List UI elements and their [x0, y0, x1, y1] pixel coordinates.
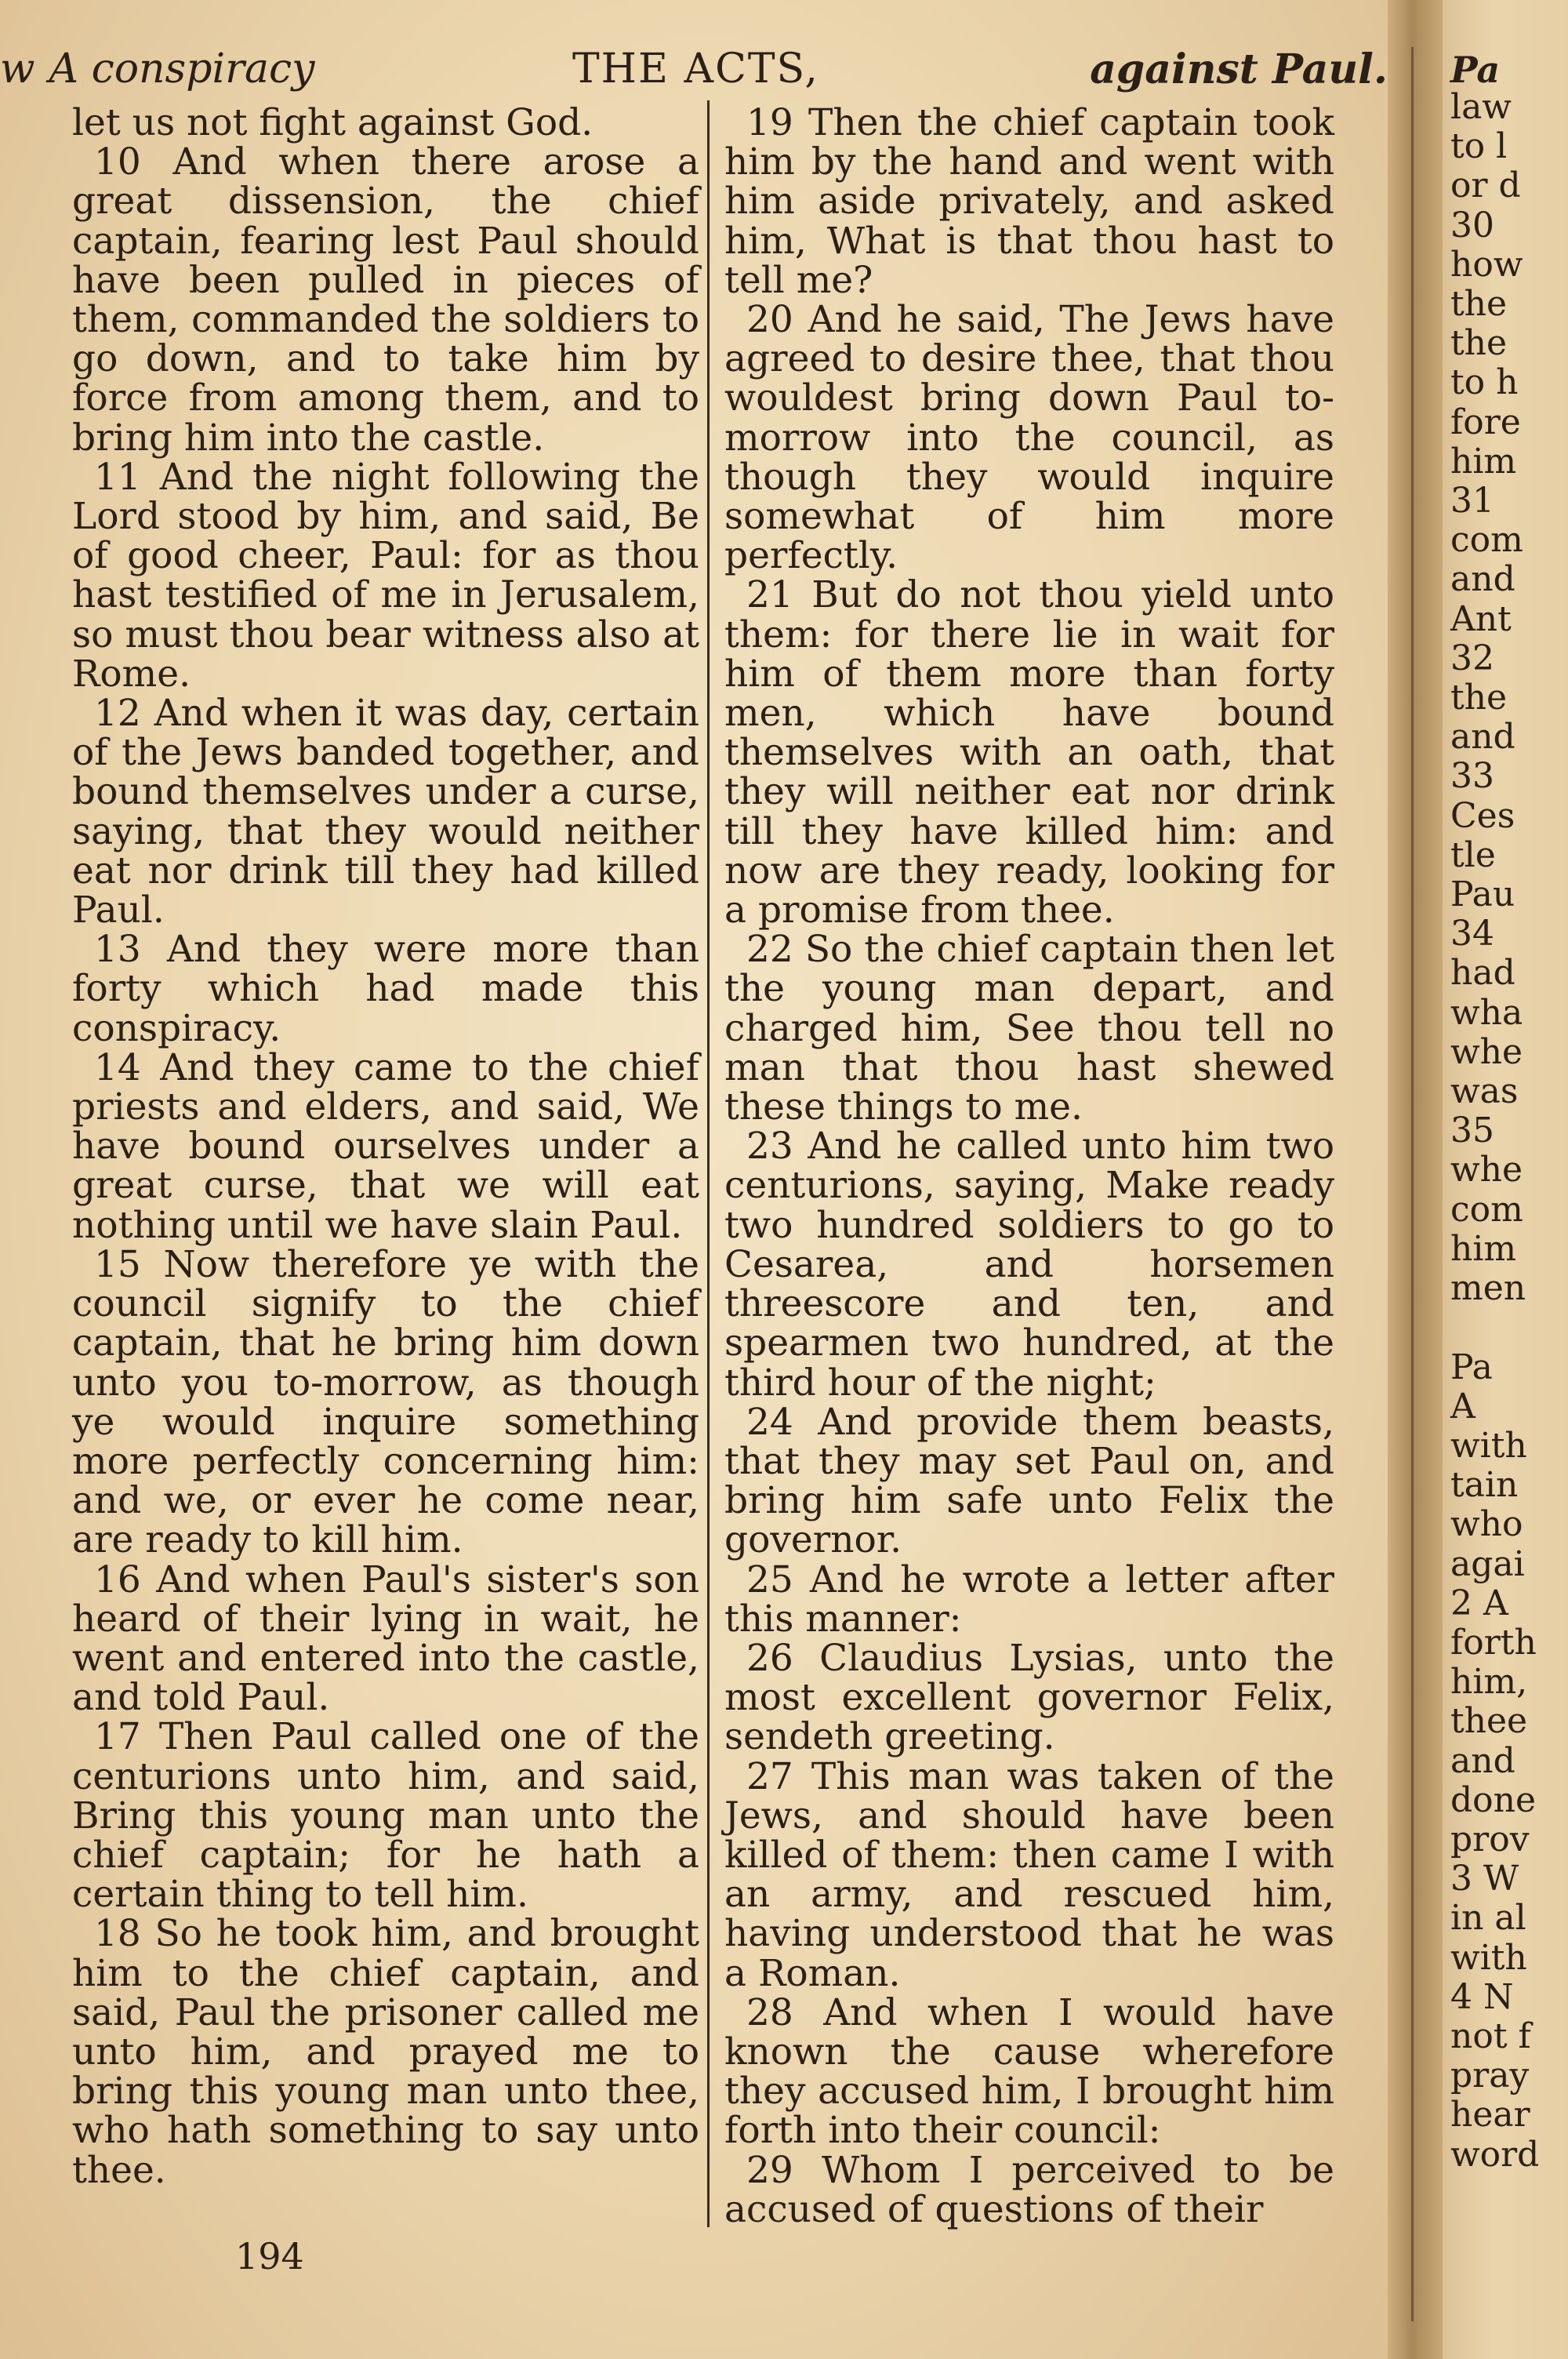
next-page-line: and: [1450, 1740, 1515, 1781]
verse-28: 28 And when I would have known the cause wherefore they accused him, I brought him forth into their council:: [724, 1990, 1334, 2153]
next-page-line: to l: [1450, 126, 1508, 167]
next-page-line: 3 W: [1450, 1859, 1519, 1899]
next-page-line: A: [1450, 1386, 1475, 1427]
next-page-line: Pa: [1450, 1347, 1493, 1387]
header-margin-mark: w: [0, 45, 35, 93]
next-page-line: tle: [1450, 834, 1496, 875]
next-page-line: com: [1450, 1189, 1523, 1230]
next-page-line: done: [1450, 1779, 1537, 1820]
next-page-line: Ant: [1450, 598, 1512, 639]
next-page-line: 4 N: [1450, 1976, 1514, 2017]
next-page-line: prov: [1450, 1819, 1530, 1859]
verse-13: 13 And they were more than forty which had made this conspiracy.: [72, 928, 699, 1050]
book-gutter: [1388, 0, 1443, 2359]
next-page-line: fore: [1450, 402, 1521, 442]
next-page-line: hear: [1450, 2095, 1530, 2135]
verse-25: 25 And he wrote a letter after this manner:: [724, 1558, 1334, 1641]
next-page-line: [1443, 1308, 1568, 1347]
verse-14: 14 And they came to the chief priests and elders, and said, We have bound ourselves under a great curse, that we will eat nothing until we have slain Paul.: [72, 1045, 699, 1247]
page-number: 194: [235, 2235, 304, 2277]
next-page-line: was: [1450, 1071, 1519, 1112]
verse-17: 17 Then Paul called one of the centurions unto him, and said, Bring this young man unto the chief captain; for he hath a certain thing to tell him.: [72, 1715, 699, 1917]
next-page-line: 34: [1450, 914, 1494, 954]
next-page-header: Pa: [1450, 49, 1501, 91]
left-column: [72, 101, 699, 2192]
next-page-line: Pau: [1450, 874, 1515, 915]
next-page-line: how: [1450, 244, 1523, 285]
next-page-line: 30: [1450, 205, 1494, 245]
verse-22: 22 So the chief captain then let the young man depart, and charged him, See thou tell no man that thou hast shewed these things to me.: [724, 928, 1334, 1129]
next-page-line: tain: [1450, 1465, 1519, 1506]
next-page-line: com: [1450, 520, 1523, 561]
verse-24: 24 And provide them beasts, that they may set Paul on, and bring him safe unto Felix the governor.: [724, 1400, 1334, 1562]
verse-16: 16 And when Paul's sister's son heard of their lying in wait, he went and entered into the castle, and told Paul.: [72, 1558, 699, 1720]
verse-27: 27 This man was taken of the Jews, and should have been killed of them: then came I with an army, and rescued him, having understood that he was a Roman.: [724, 1754, 1334, 1995]
next-page-line: law: [1450, 87, 1512, 127]
next-page-line: Ces: [1450, 795, 1515, 836]
next-page-line: with: [1450, 1937, 1527, 1978]
next-page-line: pray: [1450, 2055, 1530, 2096]
next-page-line: 31: [1450, 481, 1494, 522]
next-page-edge: [1443, 0, 1568, 2359]
verse-12: 12 And when it was day, certain of the Jews banded together, and bound themselves under a curse, saying, that they would neither eat nor drink till they had killed Paul.: [72, 692, 699, 932]
verse-23: 23 And he called unto him two centurions, saying, Make ready two hundred soldiers to go to Cesarea, and horsemen threescore and ten, and spearmen two hundred, at the third hour of the night;: [724, 1125, 1334, 1405]
next-page-border: [1411, 47, 1414, 2321]
next-page-line: 2 A: [1450, 1583, 1508, 1623]
next-page-line: 32: [1450, 638, 1494, 678]
next-page-line: and: [1450, 717, 1515, 758]
verse-15: 15 Now therefore ye with the council signify to the chief captain, that he bring him down unto you to-morrow, as though ye would inquire something more perfectly concerning him: and we, or ever he come near, are ready to kill him.: [72, 1242, 699, 1562]
next-page-line: 35: [1450, 1110, 1494, 1151]
verse-26: 26 Claudius Lysias, unto the most excellent governor Felix, sendeth greeting.: [724, 1636, 1334, 1759]
next-page-line: him: [1450, 441, 1517, 482]
next-page-line: the: [1450, 678, 1508, 718]
next-page-line: wha: [1450, 992, 1523, 1033]
running-header-right: against Paul.: [1090, 45, 1388, 93]
header-left-text: A conspiracy: [49, 45, 315, 93]
next-page-line: whe: [1450, 1031, 1523, 1072]
column-divider: [707, 100, 710, 2227]
next-page-line: had: [1450, 953, 1515, 994]
next-page-line: thee: [1450, 1701, 1528, 1742]
next-page-lines: [1443, 88, 1568, 2175]
verse-18: 18 So he took him, and brought him to the chief captain, and said, Paul the prisoner called me unto him, and prayed me to bring this young man unto thee, who hath something to say unto thee.: [72, 1912, 699, 2192]
next-page-line: or d: [1450, 165, 1521, 206]
verse-11: 11 And the night following the Lord stood by him, and said, Be of good cheer, Paul: for as thou hast testified of me in Jerusalem, so must thou bear witness also at Rome.: [72, 455, 699, 696]
next-page-line: forth: [1450, 1622, 1537, 1663]
next-page-line: him: [1450, 1228, 1517, 1269]
verse-21: 21 But do not thou yield unto them: for there lie in wait for him of them more than forty men, which have bound themselves with an oath, that they will neither eat nor drink till they have killed him: and now are they ready, looking for a promise from thee.: [724, 573, 1334, 932]
next-page-line: whe: [1450, 1150, 1523, 1190]
next-page-line: agai: [1450, 1543, 1525, 1584]
next-page-line: to h: [1450, 362, 1519, 403]
next-page-line: men: [1450, 1268, 1526, 1309]
next-page-line: with: [1450, 1425, 1527, 1466]
next-page-line: not f: [1450, 2016, 1531, 2056]
next-page-line: 33: [1450, 756, 1494, 797]
next-page-line: in al: [1450, 1898, 1526, 1939]
next-page-line: and: [1450, 559, 1515, 600]
next-page-line: the: [1450, 284, 1508, 325]
next-page-line: the: [1450, 323, 1508, 364]
verse-10: 10 And when there arose a great dissension, the chief captain, fearing lest Paul should have been pulled in pieces of them, commanded the soldiers to go down, and to take him by force from among them, and to bring him into the castle.: [72, 140, 699, 460]
verse-9-end: let us not fight against God.: [72, 101, 593, 144]
book-title: THE ACTS,: [572, 45, 819, 93]
verse-20: 20 And he said, The Jews have agreed to desire thee, that thou wouldest bring down Paul to-morrow into the council, as though they would inquire somewhat of him more perfectly.: [724, 298, 1334, 578]
next-page-line: word: [1450, 2134, 1540, 2175]
verse-29: 29 Whom I perceived to be accused of questions of their: [724, 2148, 1334, 2231]
next-page-line: him,: [1450, 1662, 1528, 1703]
running-header-left: [0, 45, 361, 100]
right-column: [724, 101, 1334, 2231]
next-page-line: who: [1450, 1504, 1523, 1545]
verse-19: 19 Then the chief captain took him by the hand and went with him aside privately, and asked him, What is that thou hast to tell me?: [724, 101, 1334, 302]
